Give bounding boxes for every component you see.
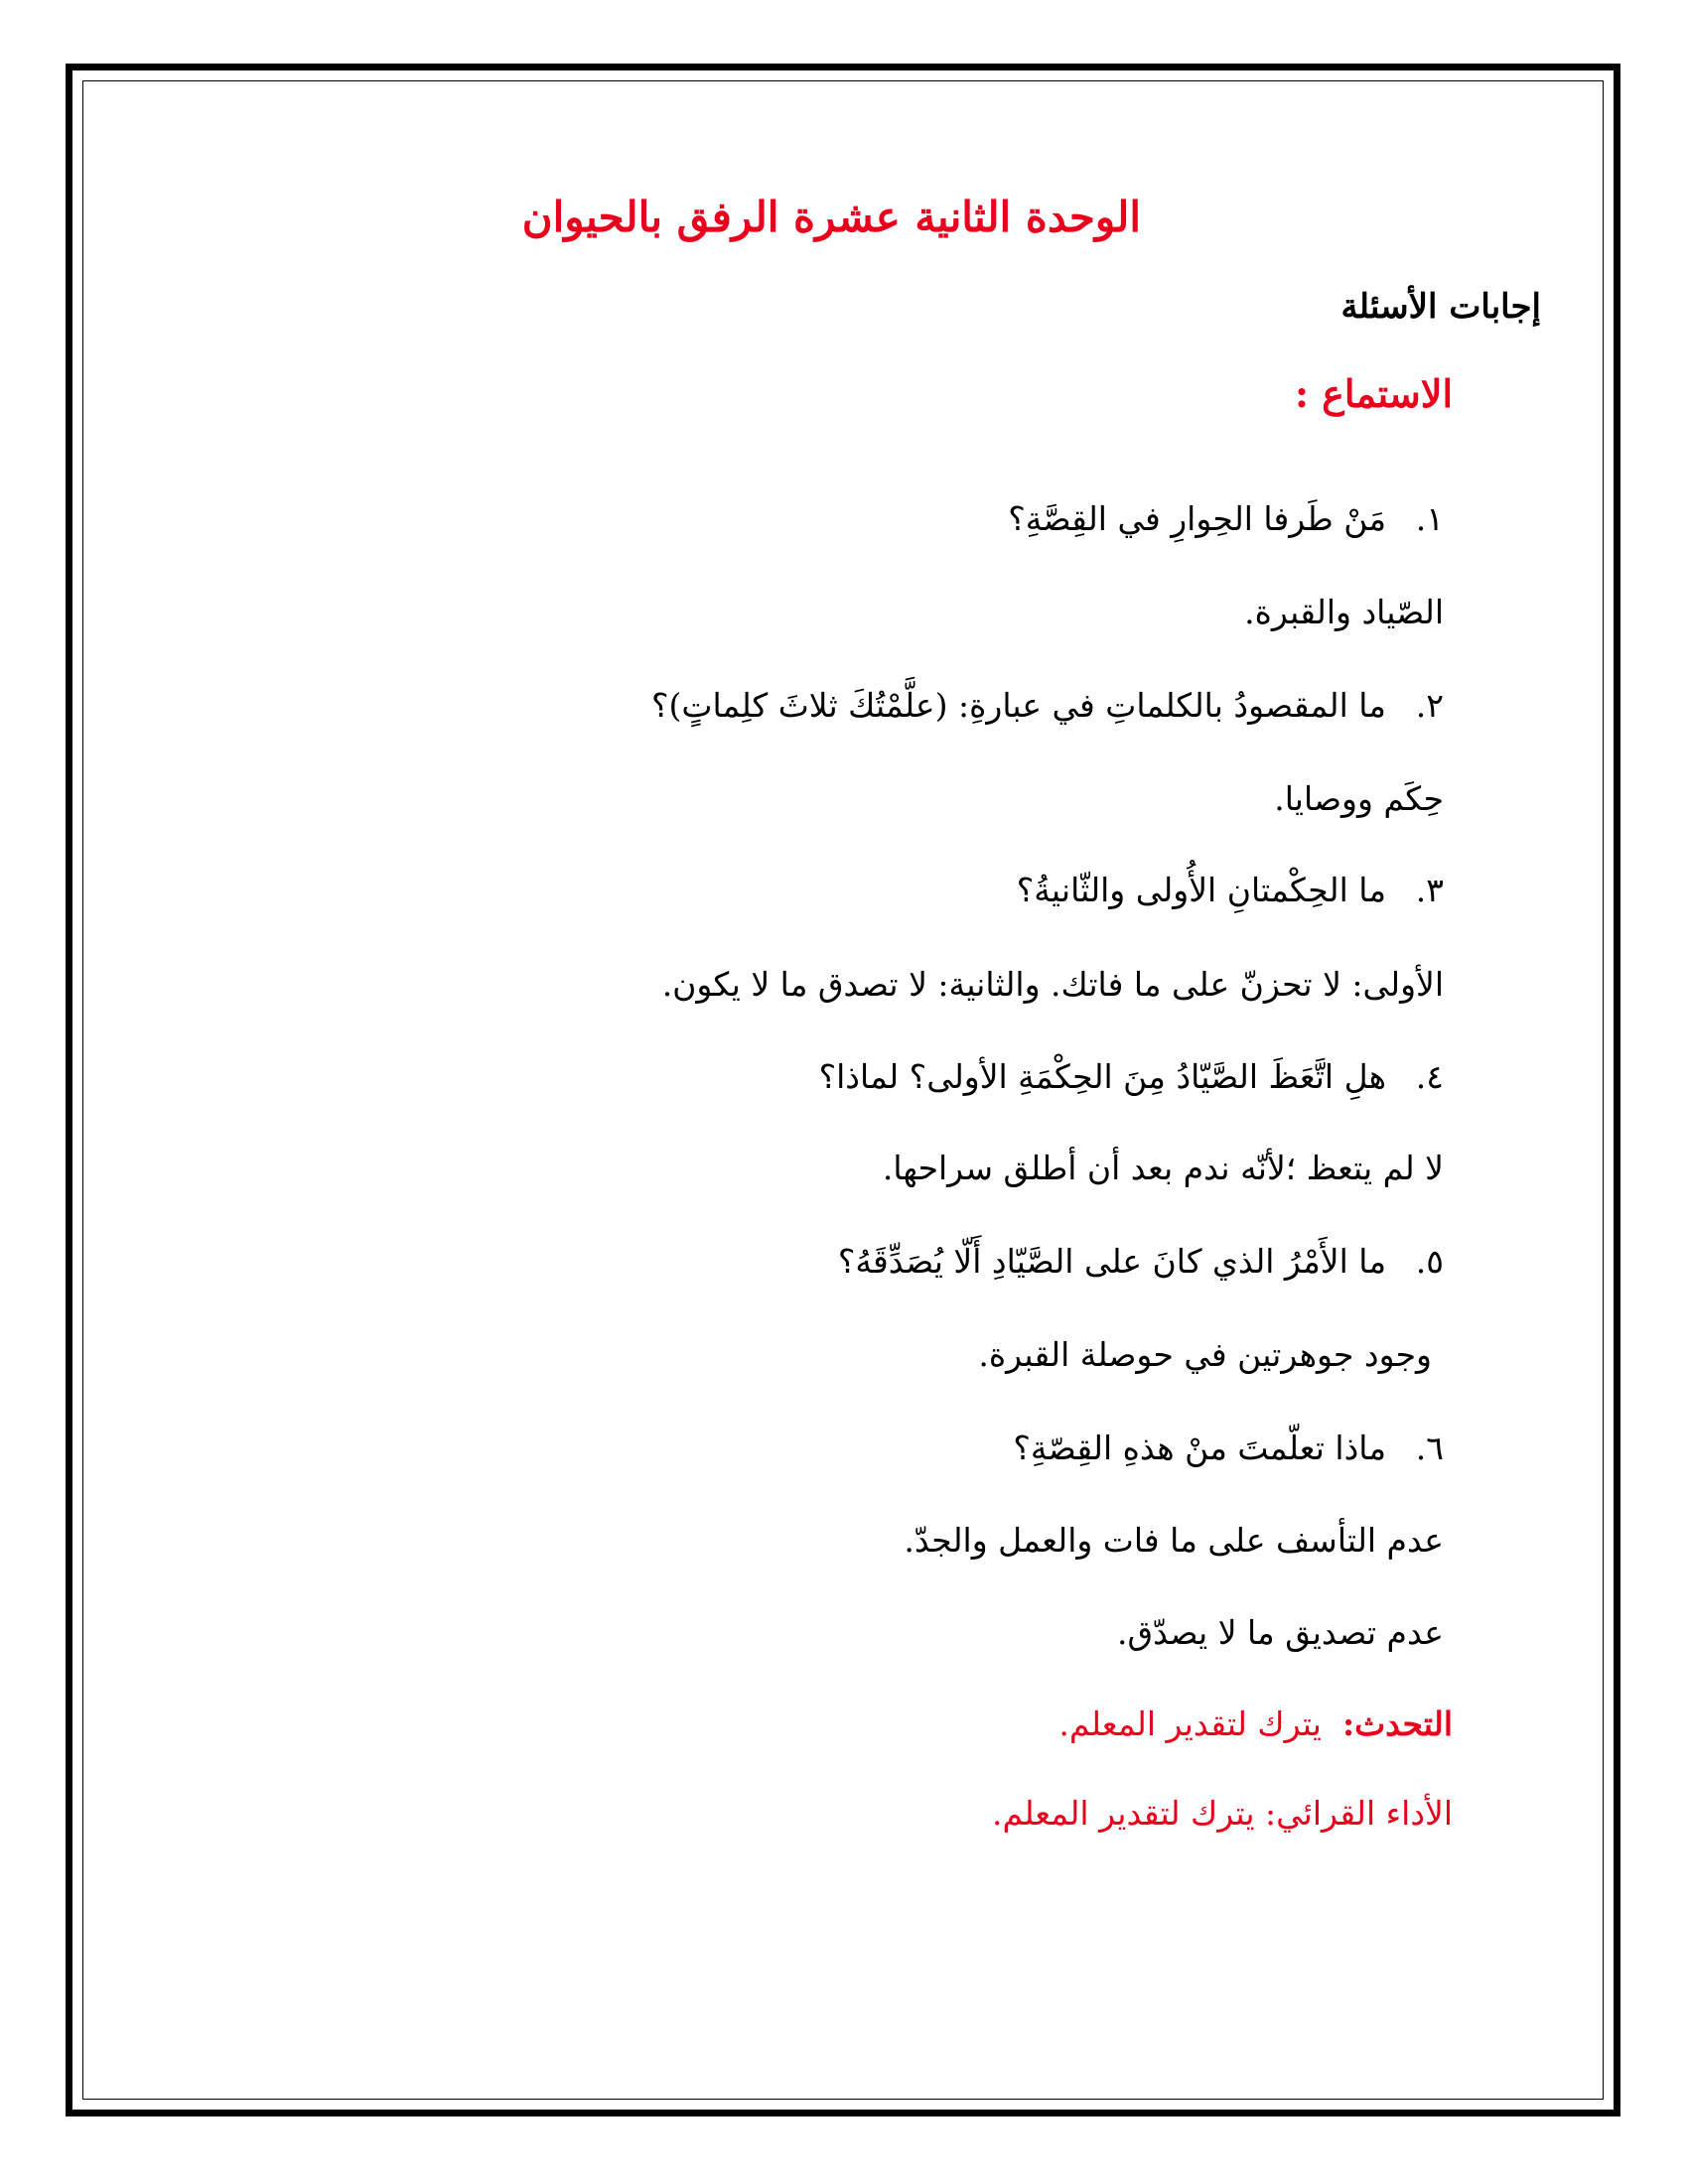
speaking-label: التحدث: bbox=[1341, 1705, 1453, 1743]
speaking-line bbox=[1058, 1705, 1453, 1743]
question-1-text: مَنْ طَرفا الحِوارِ في القِصَّةِ؟ bbox=[1008, 499, 1386, 538]
question-6 bbox=[1013, 1429, 1444, 1467]
question-5-text: ما الأَمْرُ الذي كانَ على الصَّيّادِ أَلّا يُصَدِّقَهُ؟ bbox=[837, 1242, 1386, 1281]
unit-title: الوحدة الثانية عشرة الرفق بالحيوان bbox=[521, 193, 1141, 241]
listening-heading: الاستماع : bbox=[1294, 371, 1453, 416]
answers-heading: إجابات الأسئلة bbox=[1340, 287, 1541, 327]
speaking-text: يترك لتقدير المعلم. bbox=[1058, 1705, 1322, 1743]
reading-performance-line: الأداء القرائي: يترك لتقدير المعلم. bbox=[992, 1794, 1453, 1833]
question-5-number: ٥. bbox=[1415, 1242, 1444, 1281]
answer-6a: عدم التأسف على ما فات والعمل والجدّ. bbox=[904, 1521, 1444, 1560]
question-1-number: ١. bbox=[1415, 499, 1444, 538]
question-1 bbox=[1008, 499, 1444, 538]
answer-2: حِكَم ووصايا. bbox=[1274, 779, 1444, 818]
answer-1: الصّياد والقبرة. bbox=[1244, 593, 1444, 631]
question-3-number: ٣. bbox=[1415, 871, 1444, 909]
question-4-number: ٤. bbox=[1415, 1057, 1444, 1096]
question-3 bbox=[1016, 871, 1444, 909]
answer-6b: عدم تصديق ما لا يصدّق. bbox=[1116, 1613, 1444, 1652]
answer-5: وجود جوهرتين في حوصلة القبرة. bbox=[978, 1335, 1432, 1374]
question-6-number: ٦. bbox=[1415, 1429, 1444, 1467]
question-2-number: ٢. bbox=[1415, 686, 1444, 725]
answer-4: لا لم يتعظ ؛لأنّه ندم بعد أن أطلق سراحها. bbox=[882, 1149, 1444, 1187]
question-4-text: هلِ اتَّعَظَ الصَّيّادُ مِنَ الحِكْمَةِ الأولى؟ لماذا؟ bbox=[818, 1057, 1386, 1096]
answer-3: الأولى: لا تحزنّ على ما فاتك. والثانية: لا تصدق ما لا يكون. bbox=[661, 965, 1444, 1004]
question-2-text: ما المقصودُ بالكلماتِ في عبارةِ: (علَّمْتُكَ ثلاثَ كلِماتٍ)؟ bbox=[651, 686, 1386, 725]
question-4 bbox=[818, 1057, 1444, 1096]
question-5 bbox=[837, 1242, 1444, 1281]
question-2 bbox=[651, 686, 1444, 725]
question-3-text: ما الحِكْمتانِ الأُولى والثّانيةُ؟ bbox=[1016, 871, 1386, 909]
question-6-text: ماذا تعلّمتَ منْ هذهِ القِصّةِ؟ bbox=[1013, 1429, 1386, 1467]
